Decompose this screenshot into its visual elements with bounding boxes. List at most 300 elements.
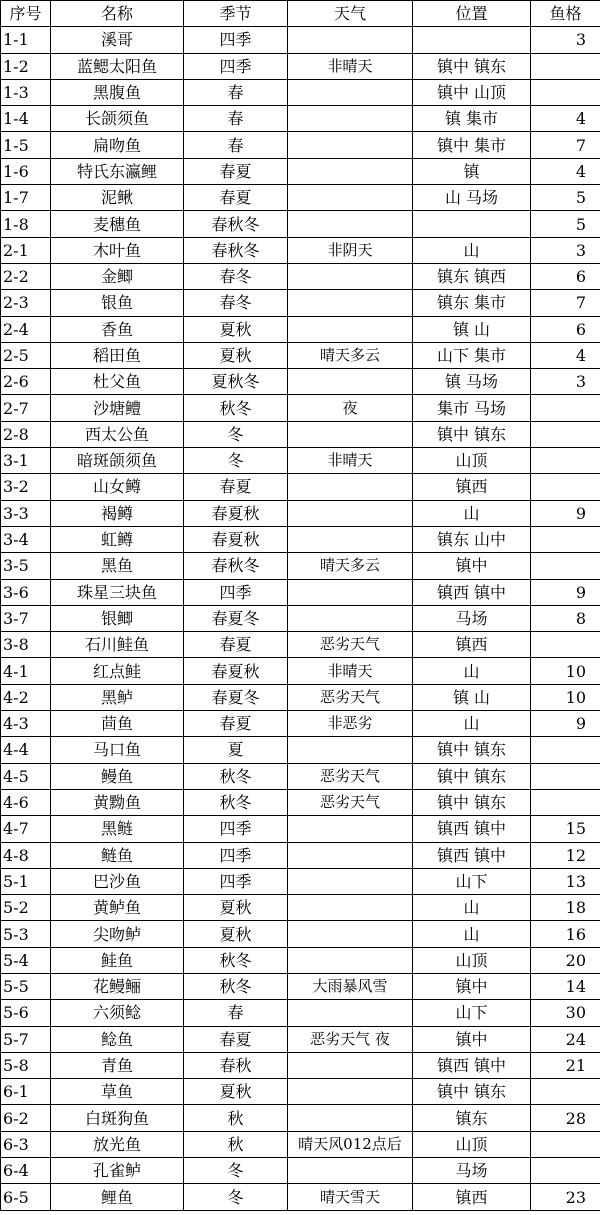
cell-season: 四季: [184, 53, 288, 79]
cell-index: 6-4: [1, 1158, 51, 1184]
cell-weather: [288, 816, 413, 842]
cell-price: 13: [531, 868, 600, 894]
cell-price: 28: [531, 1105, 600, 1131]
cell-price: [531, 1079, 600, 1105]
cell-weather: 晴天风012点后: [288, 1131, 413, 1157]
cell-weather: 非晴天: [288, 53, 413, 79]
cell-index: 3-7: [1, 605, 51, 631]
cell-index: 2-6: [1, 369, 51, 395]
cell-location: 山下 集市: [413, 342, 531, 368]
cell-location: 镇中 镇东: [413, 1079, 531, 1105]
cell-weather: [288, 106, 413, 132]
cell-name: 马口鱼: [51, 737, 184, 763]
cell-index: 1-7: [1, 185, 51, 211]
cell-price: 4: [531, 342, 600, 368]
cell-season: 春夏: [184, 1026, 288, 1052]
cell-index: 5-5: [1, 973, 51, 999]
cell-location: 山: [413, 237, 531, 263]
cell-season: 夏秋: [184, 316, 288, 342]
table-row: [1, 1105, 600, 1131]
table-row: [1, 526, 600, 552]
cell-season: 春夏: [184, 632, 288, 658]
cell-season: 春夏冬: [184, 605, 288, 631]
cell-name: 白斑狗鱼: [51, 1105, 184, 1131]
cell-season: 秋: [184, 1105, 288, 1131]
cell-price: 14: [531, 973, 600, 999]
cell-weather: [288, 263, 413, 289]
cell-location: 镇 山: [413, 684, 531, 710]
cell-index: 6-1: [1, 1079, 51, 1105]
cell-index: 4-5: [1, 763, 51, 789]
table-row: [1, 737, 600, 763]
cell-name: 特氏东瀛鲤: [51, 158, 184, 184]
cell-price: 23: [531, 1184, 600, 1210]
cell-index: 5-1: [1, 868, 51, 894]
cell-name: 山女鳟: [51, 474, 184, 500]
cell-price: [531, 53, 600, 79]
cell-index: 2-2: [1, 263, 51, 289]
cell-weather: [288, 579, 413, 605]
table-row: [1, 342, 600, 368]
header-row: [1, 1, 600, 27]
cell-name: 银鱼: [51, 290, 184, 316]
cell-name: 溪哥: [51, 27, 184, 53]
table-row: [1, 921, 600, 947]
cell-price: [531, 553, 600, 579]
cell-season: 春夏: [184, 474, 288, 500]
cell-name: 青鱼: [51, 1052, 184, 1078]
cell-price: 12: [531, 842, 600, 868]
cell-weather: 非阴天: [288, 237, 413, 263]
cell-season: 四季: [184, 816, 288, 842]
cell-price: 10: [531, 658, 600, 684]
cell-weather: [288, 1158, 413, 1184]
cell-price: [531, 789, 600, 815]
cell-season: 春夏: [184, 711, 288, 737]
cell-name: 黑鲈: [51, 684, 184, 710]
cell-weather: [288, 290, 413, 316]
table-row: [1, 1026, 600, 1052]
cell-weather: 晴天多云: [288, 342, 413, 368]
cell-location: 山: [413, 711, 531, 737]
cell-weather: 恶劣天气: [288, 763, 413, 789]
cell-weather: [288, 1000, 413, 1026]
cell-location: 镇东 山中: [413, 526, 531, 552]
cell-price: 4: [531, 106, 600, 132]
table-row: [1, 553, 600, 579]
cell-weather: [288, 947, 413, 973]
cell-weather: [288, 605, 413, 631]
cell-name: 金鲫: [51, 263, 184, 289]
cell-name: 珠星三块鱼: [51, 579, 184, 605]
table-row: [1, 1131, 600, 1157]
cell-price: 8: [531, 605, 600, 631]
table-row: [1, 53, 600, 79]
cell-price: 4: [531, 158, 600, 184]
cell-location: 镇中: [413, 1026, 531, 1052]
cell-index: 6-2: [1, 1105, 51, 1131]
cell-name: 稻田鱼: [51, 342, 184, 368]
table-row: [1, 789, 600, 815]
cell-season: 春秋冬: [184, 553, 288, 579]
cell-season: 秋冬: [184, 789, 288, 815]
cell-name: 木叶鱼: [51, 237, 184, 263]
cell-location: 山下: [413, 1000, 531, 1026]
cell-index: 4-1: [1, 658, 51, 684]
cell-name: 杜父鱼: [51, 369, 184, 395]
cell-index: 3-1: [1, 448, 51, 474]
cell-name: 孔雀鲈: [51, 1158, 184, 1184]
cell-index: 3-3: [1, 500, 51, 526]
cell-location: 镇 马场: [413, 369, 531, 395]
cell-weather: [288, 1052, 413, 1078]
cell-season: 秋冬: [184, 763, 288, 789]
cell-location: 山顶: [413, 947, 531, 973]
header-cell-season: 季节: [184, 1, 288, 27]
cell-season: 四季: [184, 842, 288, 868]
table-row: [1, 185, 600, 211]
cell-location: 镇西: [413, 1184, 531, 1210]
cell-index: 4-4: [1, 737, 51, 763]
table-row: [1, 895, 600, 921]
table-row: [1, 263, 600, 289]
cell-index: 5-8: [1, 1052, 51, 1078]
cell-location: 镇西 镇中: [413, 816, 531, 842]
cell-price: 24: [531, 1026, 600, 1052]
cell-price: 16: [531, 921, 600, 947]
cell-weather: [288, 921, 413, 947]
cell-season: 冬: [184, 448, 288, 474]
table-row: [1, 369, 600, 395]
table-row: [1, 605, 600, 631]
table-row: [1, 632, 600, 658]
cell-index: 5-6: [1, 1000, 51, 1026]
cell-index: 4-8: [1, 842, 51, 868]
table-row: [1, 868, 600, 894]
cell-location: 马场: [413, 1158, 531, 1184]
table-row: [1, 79, 600, 105]
cell-location: 马场: [413, 605, 531, 631]
cell-weather: [288, 868, 413, 894]
cell-season: 春夏: [184, 185, 288, 211]
cell-season: 夏秋: [184, 342, 288, 368]
cell-location: 镇中 镇东: [413, 421, 531, 447]
cell-location: 镇西 镇中: [413, 1052, 531, 1078]
cell-price: 9: [531, 579, 600, 605]
cell-index: 3-8: [1, 632, 51, 658]
cell-name: 黑鲢: [51, 816, 184, 842]
cell-location: [413, 27, 531, 53]
cell-name: 麦穗鱼: [51, 211, 184, 237]
cell-weather: 恶劣天气: [288, 789, 413, 815]
cell-name: 香鱼: [51, 316, 184, 342]
cell-season: 春秋冬: [184, 211, 288, 237]
cell-index: 3-5: [1, 553, 51, 579]
table-row: [1, 1079, 600, 1105]
cell-season: 春冬: [184, 290, 288, 316]
cell-weather: 非晴天: [288, 658, 413, 684]
cell-name: 暗斑颌须鱼: [51, 448, 184, 474]
cell-index: 1-6: [1, 158, 51, 184]
cell-weather: 晴天多云: [288, 553, 413, 579]
cell-location: 山: [413, 921, 531, 947]
cell-name: 鳗鱼: [51, 763, 184, 789]
cell-index: 3-6: [1, 579, 51, 605]
cell-weather: 非恶劣: [288, 711, 413, 737]
cell-index: 1-8: [1, 211, 51, 237]
cell-price: [531, 1131, 600, 1157]
cell-index: 4-7: [1, 816, 51, 842]
cell-index: 2-8: [1, 421, 51, 447]
cell-season: 春秋冬: [184, 237, 288, 263]
cell-weather: 恶劣天气: [288, 684, 413, 710]
table-row: [1, 27, 600, 53]
cell-name: 茴鱼: [51, 711, 184, 737]
table-row: [1, 763, 600, 789]
table-row: [1, 132, 600, 158]
cell-name: 石川鲑鱼: [51, 632, 184, 658]
table-row: [1, 211, 600, 237]
table-body: [1, 27, 600, 1210]
cell-name: 黄黝鱼: [51, 789, 184, 815]
table-row: [1, 395, 600, 421]
header-cell-index: 序号: [1, 1, 51, 27]
cell-price: 7: [531, 132, 600, 158]
cell-price: 3: [531, 27, 600, 53]
cell-weather: [288, 1105, 413, 1131]
cell-weather: [288, 211, 413, 237]
cell-name: 花鳗鲡: [51, 973, 184, 999]
cell-price: [531, 632, 600, 658]
cell-name: 长颌须鱼: [51, 106, 184, 132]
cell-price: 5: [531, 185, 600, 211]
cell-index: 2-4: [1, 316, 51, 342]
cell-index: 5-7: [1, 1026, 51, 1052]
cell-season: 春冬: [184, 263, 288, 289]
cell-weather: [288, 369, 413, 395]
cell-location: 镇: [413, 158, 531, 184]
cell-season: 夏: [184, 737, 288, 763]
cell-weather: [288, 895, 413, 921]
cell-location: 山: [413, 658, 531, 684]
cell-weather: [288, 158, 413, 184]
cell-name: 放光鱼: [51, 1131, 184, 1157]
cell-index: 1-3: [1, 79, 51, 105]
cell-index: 4-6: [1, 789, 51, 815]
cell-location: 山: [413, 500, 531, 526]
cell-location: 镇 集市: [413, 106, 531, 132]
table-row: [1, 448, 600, 474]
cell-name: 沙塘鳢: [51, 395, 184, 421]
cell-location: 镇东: [413, 1105, 531, 1131]
cell-location: 镇中 镇东: [413, 789, 531, 815]
table-row: [1, 684, 600, 710]
cell-weather: [288, 737, 413, 763]
cell-season: 秋冬: [184, 395, 288, 421]
cell-name: 扁吻鱼: [51, 132, 184, 158]
cell-location: 镇西: [413, 474, 531, 500]
cell-name: 巴沙鱼: [51, 868, 184, 894]
cell-price: 9: [531, 711, 600, 737]
cell-location: 镇西 镇中: [413, 579, 531, 605]
cell-price: [531, 526, 600, 552]
cell-price: [531, 763, 600, 789]
header-cell-weather: 天气: [288, 1, 413, 27]
table-row: [1, 237, 600, 263]
cell-weather: 大雨暴风雪: [288, 973, 413, 999]
cell-name: 蓝鳃太阳鱼: [51, 53, 184, 79]
table-row: [1, 842, 600, 868]
cell-name: 黄鲈鱼: [51, 895, 184, 921]
table-row: [1, 1000, 600, 1026]
cell-index: 2-3: [1, 290, 51, 316]
cell-location: 镇西 镇中: [413, 842, 531, 868]
cell-index: 2-5: [1, 342, 51, 368]
cell-index: 1-4: [1, 106, 51, 132]
cell-index: 1-1: [1, 27, 51, 53]
cell-index: 5-2: [1, 895, 51, 921]
cell-index: 3-2: [1, 474, 51, 500]
cell-name: 鲢鱼: [51, 842, 184, 868]
cell-name: 褐鳟: [51, 500, 184, 526]
table-row: [1, 711, 600, 737]
table-row: [1, 290, 600, 316]
cell-season: 夏秋: [184, 921, 288, 947]
cell-price: 5: [531, 211, 600, 237]
cell-season: 四季: [184, 579, 288, 605]
cell-season: 春: [184, 79, 288, 105]
cell-weather: [288, 842, 413, 868]
table-row: [1, 158, 600, 184]
cell-season: 夏秋冬: [184, 369, 288, 395]
cell-season: 夏秋: [184, 1079, 288, 1105]
cell-name: 草鱼: [51, 1079, 184, 1105]
header-cell-location: 位置: [413, 1, 531, 27]
cell-name: 西太公鱼: [51, 421, 184, 447]
cell-season: 春夏秋: [184, 658, 288, 684]
cell-weather: 恶劣天气: [288, 632, 413, 658]
cell-price: [531, 1158, 600, 1184]
cell-location: 镇中 镇东: [413, 763, 531, 789]
cell-season: 四季: [184, 868, 288, 894]
cell-price: 7: [531, 290, 600, 316]
cell-price: [531, 395, 600, 421]
table-row: [1, 579, 600, 605]
cell-season: 冬: [184, 1158, 288, 1184]
cell-location: 镇 山: [413, 316, 531, 342]
cell-weather: [288, 474, 413, 500]
cell-location: 镇中 镇东: [413, 737, 531, 763]
header-cell-name: 名称: [51, 1, 184, 27]
cell-name: 鲶鱼: [51, 1026, 184, 1052]
cell-season: 冬: [184, 421, 288, 447]
cell-price: [531, 737, 600, 763]
cell-season: 秋冬: [184, 947, 288, 973]
cell-index: 2-7: [1, 395, 51, 421]
cell-index: 1-2: [1, 53, 51, 79]
cell-price: 20: [531, 947, 600, 973]
cell-weather: 夜: [288, 395, 413, 421]
cell-price: 10: [531, 684, 600, 710]
cell-name: 泥鳅: [51, 185, 184, 211]
cell-location: 山下: [413, 868, 531, 894]
cell-location: 山 马场: [413, 185, 531, 211]
cell-price: 3: [531, 237, 600, 263]
cell-location: 镇东 镇西: [413, 263, 531, 289]
table-row: [1, 1052, 600, 1078]
cell-name: 银鲫: [51, 605, 184, 631]
cell-season: 冬: [184, 1184, 288, 1210]
table-row: [1, 947, 600, 973]
cell-name: 虹鳟: [51, 526, 184, 552]
cell-index: 6-3: [1, 1131, 51, 1157]
table-row: [1, 1158, 600, 1184]
cell-weather: [288, 185, 413, 211]
cell-index: 2-1: [1, 237, 51, 263]
table-row: [1, 474, 600, 500]
cell-season: 春夏冬: [184, 684, 288, 710]
cell-name: 尖吻鲈: [51, 921, 184, 947]
cell-location: 镇中 集市: [413, 132, 531, 158]
table-row: [1, 658, 600, 684]
cell-index: 6-5: [1, 1184, 51, 1210]
cell-price: [531, 421, 600, 447]
cell-season: 春秋: [184, 1052, 288, 1078]
cell-index: 1-5: [1, 132, 51, 158]
cell-location: 镇东 集市: [413, 290, 531, 316]
cell-price: [531, 474, 600, 500]
cell-weather: 恶劣天气 夜: [288, 1026, 413, 1052]
cell-location: 镇西: [413, 632, 531, 658]
cell-price: 3: [531, 369, 600, 395]
cell-season: 春: [184, 132, 288, 158]
cell-season: 秋冬: [184, 973, 288, 999]
cell-location: 集市 马场: [413, 395, 531, 421]
cell-weather: [288, 421, 413, 447]
cell-price: [531, 79, 600, 105]
cell-season: 春: [184, 106, 288, 132]
cell-index: 3-4: [1, 526, 51, 552]
cell-weather: 晴天雪天: [288, 1184, 413, 1210]
cell-location: 镇中: [413, 553, 531, 579]
cell-price: 18: [531, 895, 600, 921]
cell-name: 黑鱼: [51, 553, 184, 579]
cell-name: 黑腹鱼: [51, 79, 184, 105]
cell-season: 夏秋: [184, 895, 288, 921]
cell-index: 5-4: [1, 947, 51, 973]
cell-name: 鲑鱼: [51, 947, 184, 973]
cell-price: [531, 448, 600, 474]
cell-price: 30: [531, 1000, 600, 1026]
cell-price: 15: [531, 816, 600, 842]
cell-location: 山顶: [413, 448, 531, 474]
cell-season: 春夏: [184, 158, 288, 184]
cell-price: 6: [531, 263, 600, 289]
cell-weather: [288, 27, 413, 53]
cell-price: 21: [531, 1052, 600, 1078]
cell-season: 四季: [184, 27, 288, 53]
cell-name: 六须鲶: [51, 1000, 184, 1026]
cell-weather: [288, 79, 413, 105]
cell-weather: 非晴天: [288, 448, 413, 474]
cell-name: 红点鲑: [51, 658, 184, 684]
header-cell-price: 鱼格: [531, 1, 600, 27]
cell-location: 镇中: [413, 973, 531, 999]
cell-season: 春夏秋: [184, 526, 288, 552]
cell-price: 6: [531, 316, 600, 342]
cell-name: 鲤鱼: [51, 1184, 184, 1210]
table-row: [1, 106, 600, 132]
